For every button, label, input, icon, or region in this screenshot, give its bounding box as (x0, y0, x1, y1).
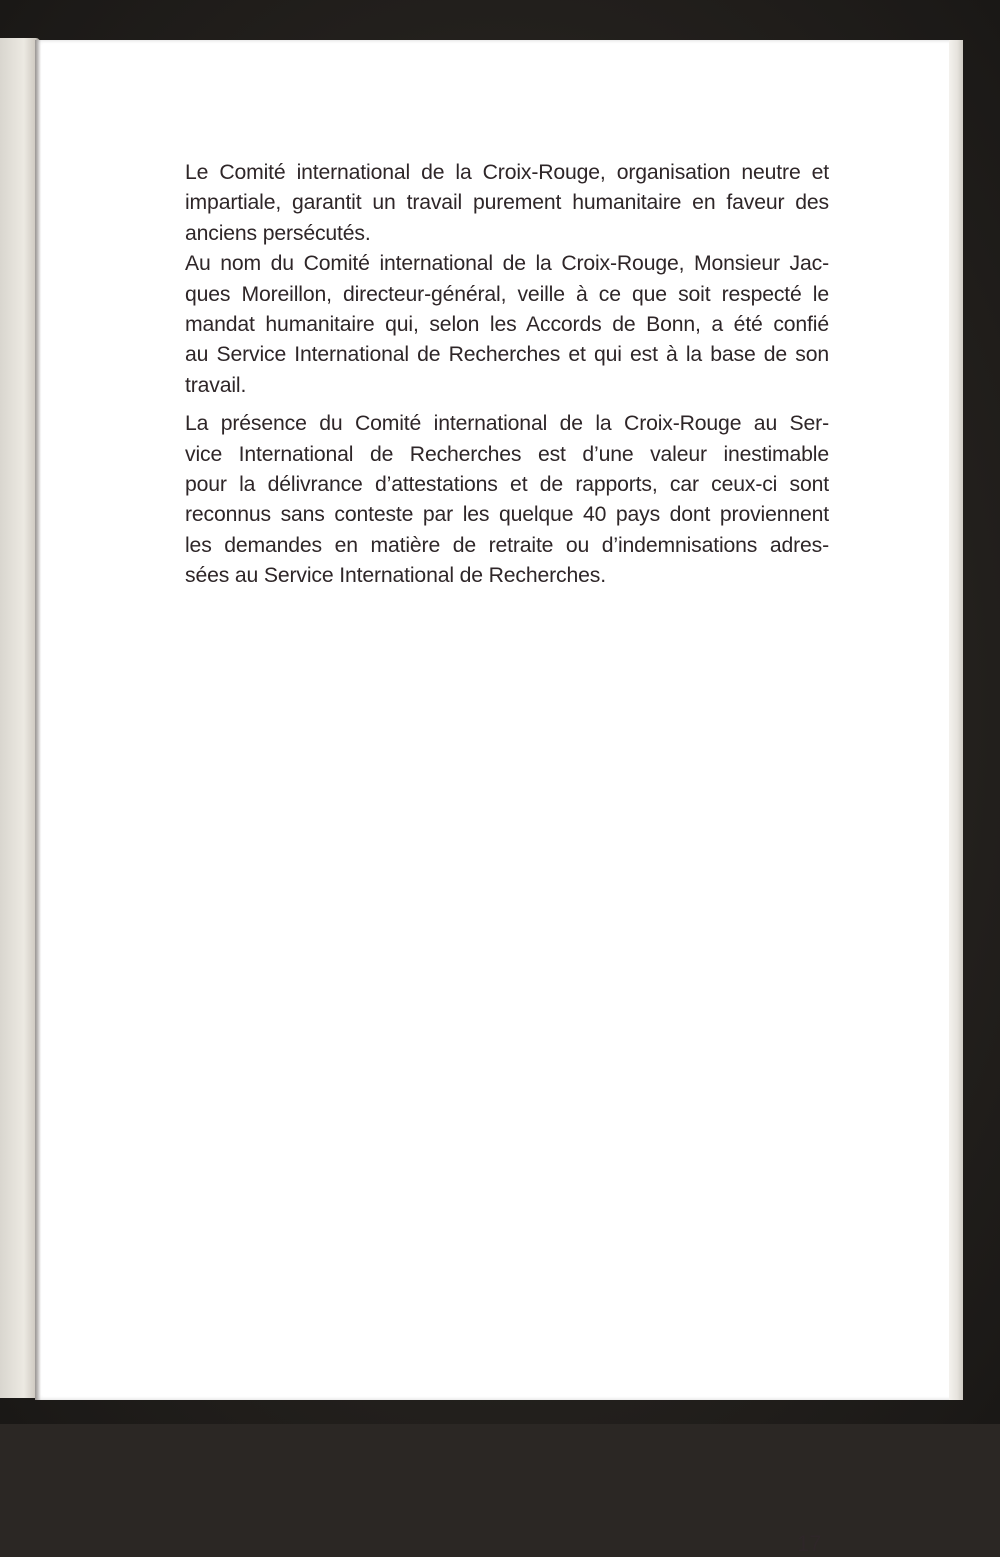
text-line: La présence du Comité international de la Croix-Rouge au Ser- (185, 412, 829, 436)
body-text (185, 158, 829, 592)
text-line: pour la délivrance d’attestations et de rapports, car ceux-ci sont (185, 473, 829, 497)
text-line: anciens persécutés. (185, 221, 371, 245)
text-line: mandat humanitaire qui, selon les Accords de Bonn, a été confié (185, 313, 829, 337)
paragraph (185, 249, 829, 401)
text-line: au Service International de Recherches et qui est à la base de son (185, 343, 829, 367)
page-fold-shadow (35, 40, 41, 1400)
paragraph (185, 158, 829, 249)
paragraph-gap (185, 401, 829, 409)
paragraph (185, 409, 829, 591)
text-line: les demandes en matière de retraite ou d’indemnisations adres- (185, 533, 829, 557)
left-page-edge (0, 38, 40, 1398)
text-line: vice International de Recherches est d’une valeur inestimable (185, 442, 829, 466)
page-number: 17 (797, 1531, 822, 1556)
document-page (35, 40, 963, 1556)
text-line: Au nom du Comité international de la Croix-Rouge, Monsieur Jac- (185, 252, 829, 276)
page-right-edge (949, 40, 963, 1400)
text-line: reconnus sans conteste par les quelque 40 pays dont proviennent (185, 503, 829, 527)
text-line: ques Moreillon, directeur-général, veille à ce que soit respecté le (185, 282, 829, 306)
text-line: Le Comité international de la Croix-Rouge, organisation neutre et (185, 161, 829, 184)
text-line: travail. (185, 373, 247, 397)
text-line: impartiale, garantit un travail purement humanitaire en faveur des (185, 191, 829, 215)
text-line: sées au Service International de Recherches. (185, 564, 606, 588)
